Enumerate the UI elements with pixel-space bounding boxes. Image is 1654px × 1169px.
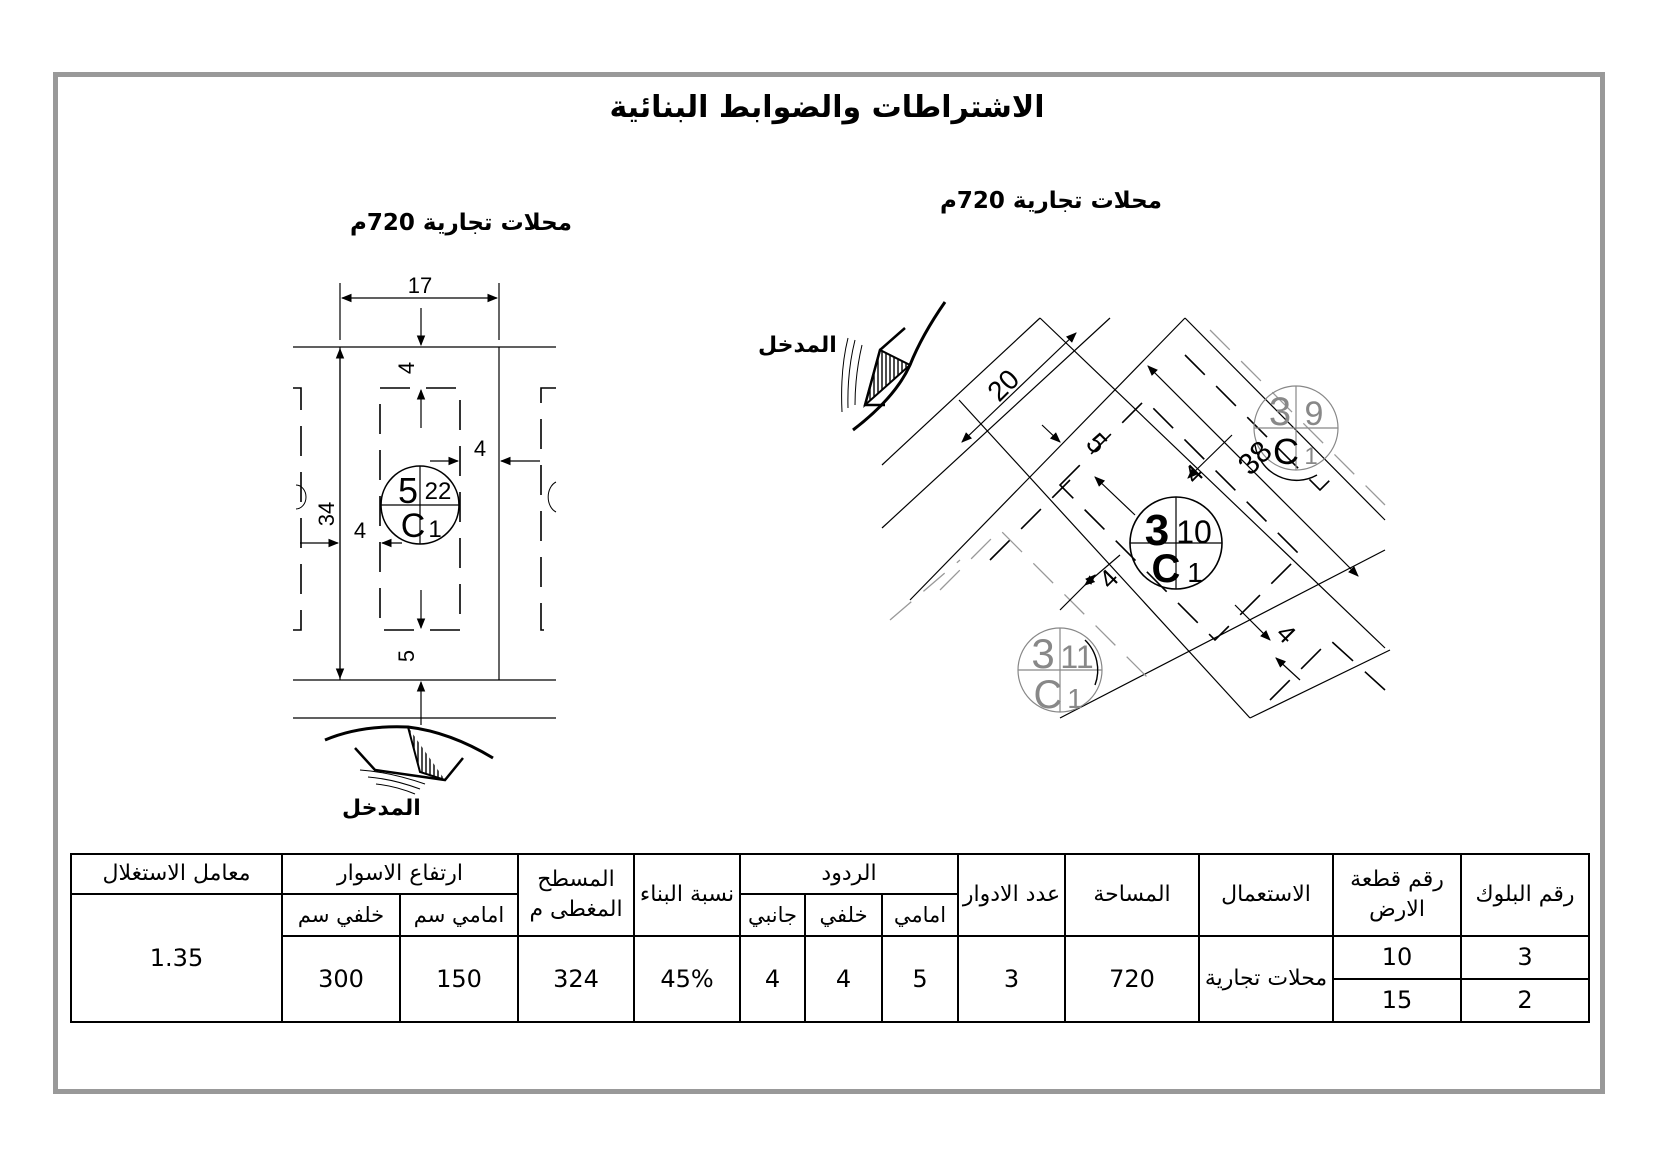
dim-rear-left: 4 — [394, 361, 419, 375]
header-floors: عدد الادوار — [958, 854, 1065, 936]
cell-wall-rear: 300 — [282, 936, 400, 1022]
dim-side-right-left: 4 — [473, 436, 487, 461]
neighbor-upper-zone-sub: 1 — [1304, 443, 1318, 470]
cell-setback-rear: 4 — [805, 936, 882, 1022]
header-block: رقم البلوك — [1461, 854, 1589, 936]
building-regulations-table — [70, 853, 1590, 1023]
neighbor-upper-block: 3 — [1268, 390, 1292, 434]
right-label-plot: 10 — [1176, 514, 1212, 550]
neighbor-lower-plot: 11 — [1060, 639, 1094, 675]
right-label-zone: C — [1151, 547, 1181, 591]
left-plot-caption: محلات تجارية 720م — [350, 210, 572, 236]
dim-front-left: 5 — [394, 649, 419, 663]
right-plot-caption: محلات تجارية 720م — [940, 188, 1162, 214]
header-setbacks: الردود — [740, 854, 958, 894]
dim-side-a-right: 4 — [1177, 457, 1210, 490]
dim-width-left: 17 — [407, 273, 433, 298]
dim-front-right: 5 — [1080, 426, 1114, 460]
left-label-plot: 22 — [424, 478, 452, 505]
right-label-block: 3 — [1144, 506, 1170, 555]
cell-setback-side: 4 — [740, 936, 805, 1022]
dim-side-left-left: 4 — [353, 518, 367, 543]
left-label-block: 5 — [397, 470, 419, 511]
neighbor-upper-plot: 9 — [1304, 395, 1324, 433]
cell-block-2: 2 — [1461, 979, 1589, 1022]
neighbor-lower-zone-sub: 1 — [1067, 683, 1083, 714]
cell-setback-front: 5 — [882, 936, 958, 1022]
cell-plot-no-2: 15 — [1333, 979, 1461, 1022]
header-use: الاستعمال — [1199, 854, 1333, 936]
header-plot-no: رقم قطعة الارض — [1333, 854, 1461, 936]
header-setback-side: جانبي — [740, 894, 805, 936]
neighbor-upper-zone: C — [1273, 431, 1299, 472]
dim-side-c-right: 4 — [1270, 617, 1303, 650]
page-title: الاشتراطات والضوابط البنائية — [609, 90, 1045, 125]
cell-block-1: 3 — [1461, 936, 1589, 979]
cell-covered-area: 324 — [518, 936, 634, 1022]
neighbor-lower-block: 3 — [1031, 630, 1055, 677]
right-plot-drawing — [842, 302, 1390, 718]
left-label-zone-sub: 1 — [428, 516, 442, 543]
dim-side-b-right: 4 — [1092, 562, 1125, 595]
cell-far: 1.35 — [71, 894, 282, 1022]
header-covered-area: المسطح المغطى م — [518, 854, 634, 936]
header-setback-front: امامي — [882, 894, 958, 936]
cell-plot-no-1: 10 — [1333, 936, 1461, 979]
neighbor-lower-zone: C — [1033, 673, 1063, 717]
header-walls: ارتفاع الاسوار — [282, 854, 518, 894]
cell-area: 720 — [1065, 936, 1199, 1022]
table-row — [71, 936, 1589, 979]
dim-depth-left: 34 — [314, 501, 339, 527]
cell-wall-front: 150 — [400, 936, 518, 1022]
left-entrance-label: المدخل — [342, 796, 421, 821]
header-wall-front: امامي سم — [400, 894, 518, 936]
cell-coverage: 45% — [634, 936, 740, 1022]
left-label-zone: C — [400, 507, 426, 545]
header-wall-rear: خلفي سم — [282, 894, 400, 936]
header-far: معامل الاستغلال — [71, 854, 282, 894]
cell-use: محلات تجارية — [1199, 936, 1333, 1022]
neighbor-upper-extra: 38 — [1231, 434, 1279, 482]
dim-width-right: 20 — [981, 363, 1026, 408]
header-area: المساحة — [1065, 854, 1199, 936]
cell-floors: 3 — [958, 936, 1065, 1022]
header-coverage: نسبة البناء — [634, 854, 740, 936]
right-entrance-label: المدخل — [758, 333, 837, 358]
header-setback-rear: خلفي — [805, 894, 882, 936]
right-label-zone-sub: 1 — [1187, 557, 1203, 588]
